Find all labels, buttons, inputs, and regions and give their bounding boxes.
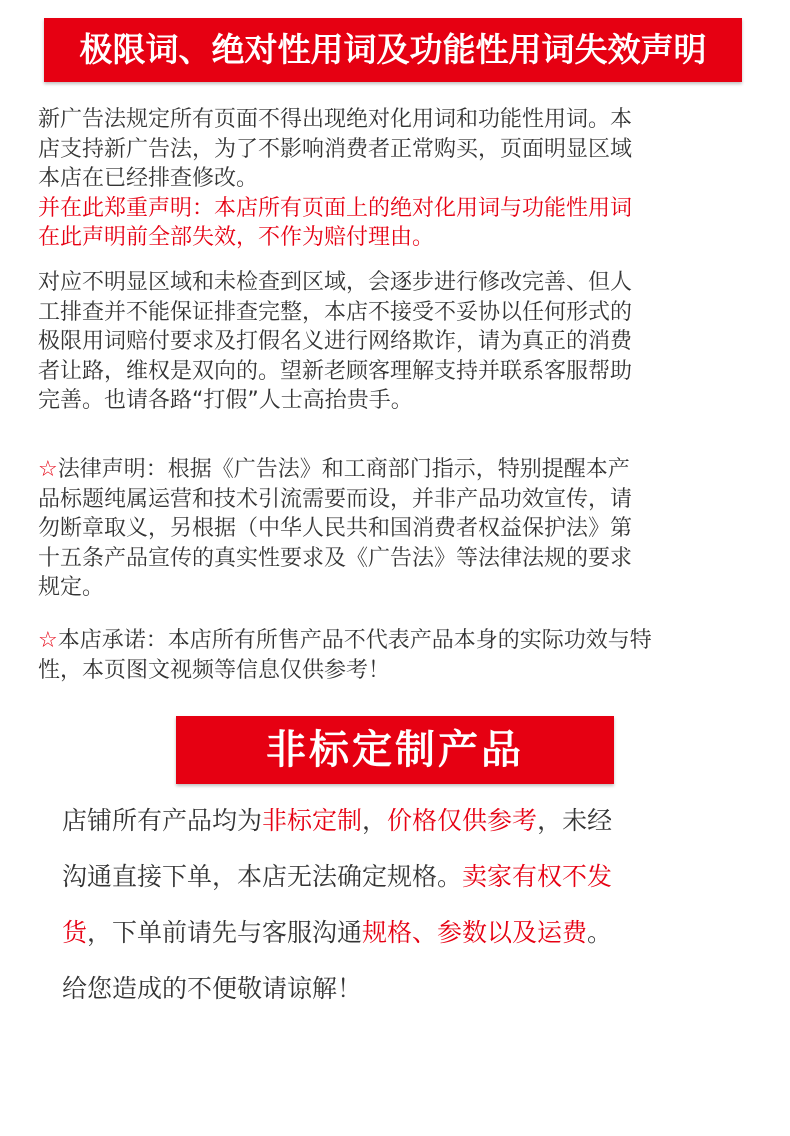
declaration-line: 在此声明前全部失效，不作为赔付理由。 <box>38 225 435 250</box>
ad-law-intro <box>38 105 752 253</box>
intro-line: 新广告法规定所有页面不得出现绝对化用词和功能性用词。本 <box>38 107 633 132</box>
declaration-line: 并在此郑重声明：本店所有页面上的绝对化用词与功能性用词 <box>38 195 633 221</box>
notice-line: 工排查并不能保证排查完整，本店不接受不妥协以任何形式的 <box>38 299 633 325</box>
text-segment: ，未经 <box>537 806 613 835</box>
disclaimer-title-banner: 极限词、绝对性用词及功能性用词失效声明 <box>44 18 742 82</box>
highlight-segment: 卖家有权不发 <box>462 862 613 891</box>
text-segment: ，下单前请先与客服沟通 <box>87 918 363 947</box>
legal-line: 品标题纯属运营和技术引流需要而设，并非产品功效宣传，请 <box>38 486 633 512</box>
promise-line: 性，本页图文视频等信息仅供参考！ <box>38 657 391 683</box>
legal-line: 规定。 <box>38 575 105 600</box>
notice-line: 者让路，维权是双向的。望新老顾客理解支持并联系客服帮助 <box>38 358 633 384</box>
custom-notice-line <box>62 917 612 948</box>
notice-line: 完善。也请各路“打假”人士高抬贵手。 <box>38 388 413 413</box>
custom-product-notice <box>62 805 742 1025</box>
star-icon: ☆ <box>38 457 58 482</box>
promise-line-text: 本店承诺：本店所有所售产品不代表产品本身的实际功效与特 <box>57 628 652 653</box>
legal-line-text: 法律声明：根据《广告法》和工商部门指示，特别提醒本产 <box>57 457 630 482</box>
legal-line: 勿断章取义，另根据（中华人民共和国消费者权益保护法》第 <box>38 516 633 541</box>
notice-line: 极限用词赔付要求及打假名义进行网络欺诈，请为真正的消费 <box>38 329 633 354</box>
notice-line: 对应不明显区域和未检查到区域，会逐步进行修改完善、但人 <box>38 270 633 295</box>
store-promise <box>38 626 752 685</box>
custom-notice-line <box>62 805 612 836</box>
highlight-segment: 规格、参数以及运费 <box>362 918 588 947</box>
star-icon: ☆ <box>38 628 58 653</box>
legal-line: 十五条产品宣传的真实性要求及《广告法》等法律法规的要求 <box>38 545 633 571</box>
text-segment: ， <box>362 806 388 835</box>
highlight-segment: 价格仅供参考 <box>387 806 538 835</box>
highlight-segment: 货 <box>62 918 88 947</box>
promise-line <box>38 626 752 656</box>
intro-line: 本店在已经排查修改。 <box>38 166 259 191</box>
intro-line: 店支持新广告法，为了不影响消费者正常购买，页面明显区域 <box>38 136 633 162</box>
unchecked-areas-notice <box>38 268 752 416</box>
highlight-segment: 非标定制 <box>262 806 363 835</box>
custom-notice-line: 给您造成的不便敬请谅解！ <box>62 974 363 1003</box>
legal-statement <box>38 455 752 603</box>
legal-line <box>38 455 752 485</box>
text-segment: 。 <box>587 918 613 947</box>
text-segment: 店铺所有产品均为 <box>62 806 263 835</box>
custom-product-banner: 非标定制产品 <box>176 716 614 784</box>
text-segment: 沟通直接下单，本店无法确定规格。 <box>62 862 463 891</box>
custom-notice-line <box>62 861 612 892</box>
